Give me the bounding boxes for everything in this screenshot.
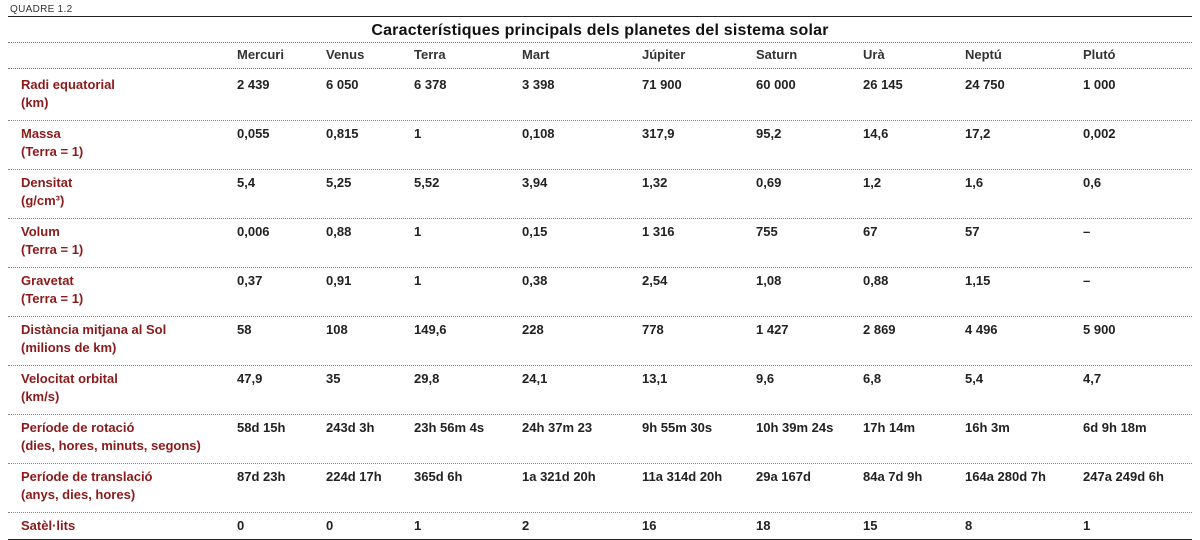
row-label — [21, 272, 231, 308]
column-header-mercuri: Mercuri — [237, 47, 284, 62]
table-cell: 1,6 — [965, 175, 984, 190]
table-cell: 1 — [414, 224, 422, 239]
header-divider — [8, 68, 1192, 69]
table-cell: 2,54 — [642, 273, 668, 288]
table-title: Característiques principals dels planetes del sistema solar — [371, 22, 829, 39]
table-cell: 6 050 — [326, 77, 359, 92]
table-cell: 18 — [756, 518, 771, 533]
table-cell: 35 — [326, 371, 341, 386]
table-cell: 317,9 — [642, 126, 675, 141]
column-header-venus: Venus — [326, 47, 365, 62]
table-cell: 17h 14m — [863, 420, 916, 435]
column-header-jupiter: Júpiter — [642, 47, 686, 62]
table-cell: 0,38 — [522, 273, 548, 288]
table-cell: 0,815 — [326, 126, 359, 141]
row-label-name: Massa — [21, 126, 61, 141]
table-cell: 15 — [863, 518, 878, 533]
table-cell: 5 900 — [1083, 322, 1116, 337]
table-cell: 29a 167d — [756, 469, 811, 484]
table-cell: 0,15 — [522, 224, 548, 239]
row-label-unit: (g/cm³) — [21, 193, 65, 208]
table-cell: 755 — [756, 224, 778, 239]
table-cell: 0,69 — [756, 175, 782, 190]
table-cell: 14,6 — [863, 126, 889, 141]
row-label-unit: (anys, dies, hores) — [21, 487, 136, 502]
top-rule — [8, 16, 1192, 17]
table-cell: 9,6 — [756, 371, 775, 386]
table-cell: 0,88 — [863, 273, 889, 288]
table-cell: 71 900 — [642, 77, 682, 92]
table-cell: – — [1083, 224, 1091, 239]
table-cell: 8 — [965, 518, 973, 533]
table-cell: 11a 314d 20h — [642, 469, 723, 484]
table-cell: 6d 9h 18m — [1083, 420, 1147, 435]
row-label-unit: (dies, hores, minuts, segons) — [21, 438, 201, 453]
table-cell: 0,91 — [326, 273, 352, 288]
table-cell: 247a 249d 6h — [1083, 469, 1164, 484]
row-label-name: Densitat — [21, 175, 73, 190]
row-label-unit: (Terra = 1) — [21, 242, 84, 257]
table-cell: 57 — [965, 224, 980, 239]
row-label — [21, 517, 231, 535]
table-cell: 0,002 — [1083, 126, 1116, 141]
table-cell: 1 316 — [642, 224, 675, 239]
table-cell: 13,1 — [642, 371, 668, 386]
table-cell: – — [1083, 273, 1091, 288]
table-cell: 1 — [414, 518, 422, 533]
table-cell: 2 — [522, 518, 530, 533]
row-label-unit: (km) — [21, 95, 49, 110]
column-header-neptu: Neptú — [965, 47, 1002, 62]
table-cell: 9h 55m 30s — [642, 420, 713, 435]
table-cell: 87d 23h — [237, 469, 286, 484]
table-cell: 60 000 — [756, 77, 796, 92]
table-cell: 1a 321d 20h — [522, 469, 596, 484]
table-cell: 47,9 — [237, 371, 263, 386]
table-cell: 108 — [326, 322, 348, 337]
column-header-terra: Terra — [414, 47, 446, 62]
table-row — [8, 121, 1192, 170]
table-cell: 6,8 — [863, 371, 882, 386]
table-cell: 3 398 — [522, 77, 555, 92]
table-cell: 84a 7d 9h — [863, 469, 923, 484]
table-row — [8, 317, 1192, 366]
row-label-unit: (Terra = 1) — [21, 144, 84, 159]
table-cell: 24h 37m 23 — [522, 420, 593, 435]
table-row — [8, 268, 1192, 317]
table-cell: 0,6 — [1083, 175, 1102, 190]
column-header-pluto: Plutó — [1083, 47, 1116, 62]
table-cell: 16 — [642, 518, 657, 533]
row-label — [21, 419, 231, 455]
table-row — [8, 513, 1192, 540]
table-cell: 1,2 — [863, 175, 882, 190]
column-header-saturn: Saturn — [756, 47, 798, 62]
table-cell: 164a 280d 7h — [965, 469, 1046, 484]
table-row — [8, 219, 1192, 268]
table-cell: 5,52 — [414, 175, 440, 190]
table-cell: 4 496 — [965, 322, 998, 337]
row-label — [21, 468, 231, 504]
table-cell: 0 — [237, 518, 245, 533]
table-row — [8, 72, 1192, 121]
table-cell: 1 000 — [1083, 77, 1116, 92]
column-headers — [8, 47, 1192, 67]
row-label-name: Distància mitjana al Sol — [21, 322, 167, 337]
table-cell: 224d 17h — [326, 469, 382, 484]
table-cell: 95,2 — [756, 126, 782, 141]
table-cell: 0,108 — [522, 126, 555, 141]
table-cell: 228 — [522, 322, 544, 337]
table-cell: 243d 3h — [326, 420, 375, 435]
table-cell: 24,1 — [522, 371, 548, 386]
table-cell: 1 427 — [756, 322, 789, 337]
table-row — [8, 415, 1192, 464]
table-cell: 365d 6h — [414, 469, 463, 484]
table-body — [8, 72, 1192, 540]
row-label — [21, 174, 231, 210]
table-number-label: QUADRE 1.2 — [10, 4, 73, 15]
table-row — [8, 464, 1192, 513]
table-cell: 6 378 — [414, 77, 447, 92]
table-cell: 1,08 — [756, 273, 782, 288]
table-cell: 5,4 — [237, 175, 256, 190]
table-cell: 149,6 — [414, 322, 447, 337]
table-cell: 5,4 — [965, 371, 984, 386]
table-row — [8, 366, 1192, 415]
table-cell: 16h 3m — [965, 420, 1010, 435]
table-cell: 1 — [414, 126, 422, 141]
row-label-name: Satèl·lits — [21, 518, 76, 533]
table-cell: 778 — [642, 322, 664, 337]
row-label-unit: (km/s) — [21, 389, 60, 404]
table-cell: 3,94 — [522, 175, 548, 190]
row-label-unit: (milions de km) — [21, 340, 117, 355]
row-label-unit: (Terra = 1) — [21, 291, 84, 306]
table-cell: 67 — [863, 224, 878, 239]
row-label — [21, 321, 231, 357]
table-cell: 1,32 — [642, 175, 668, 190]
table-cell: 10h 39m 24s — [756, 420, 834, 435]
row-label-name: Període de rotació — [21, 420, 135, 435]
table-cell: 0,006 — [237, 224, 270, 239]
table-cell: 58 — [237, 322, 252, 337]
row-label-name: Període de translació — [21, 469, 153, 484]
column-header-ura: Urà — [863, 47, 885, 62]
row-label — [21, 223, 231, 259]
row-label-name: Gravetat — [21, 273, 74, 288]
table-row — [8, 170, 1192, 219]
column-header-mart: Mart — [522, 47, 550, 62]
table-cell: 0,88 — [326, 224, 352, 239]
table-cell: 0 — [326, 518, 334, 533]
table-cell: 17,2 — [965, 126, 991, 141]
table-cell: 24 750 — [965, 77, 1005, 92]
row-label-name: Velocitat orbital — [21, 371, 118, 386]
table-cell: 26 145 — [863, 77, 903, 92]
table-cell: 1 — [414, 273, 422, 288]
table-cell: 4,7 — [1083, 371, 1102, 386]
table-cell: 2 439 — [237, 77, 270, 92]
table-cell: 29,8 — [414, 371, 440, 386]
table-cell: 58d 15h — [237, 420, 286, 435]
row-label-name: Volum — [21, 224, 60, 239]
row-label-name: Radi equatorial — [21, 77, 115, 92]
table-cell: 2 869 — [863, 322, 896, 337]
row-label — [21, 125, 231, 161]
row-label — [21, 370, 231, 406]
table-cell: 0,37 — [237, 273, 263, 288]
table-cell: 1 — [1083, 518, 1091, 533]
title-divider — [8, 42, 1192, 43]
row-label — [21, 76, 231, 112]
table-cell: 23h 56m 4s — [414, 420, 485, 435]
table-cell: 1,15 — [965, 273, 991, 288]
table-cell: 5,25 — [326, 175, 352, 190]
table-cell: 0,055 — [237, 126, 270, 141]
